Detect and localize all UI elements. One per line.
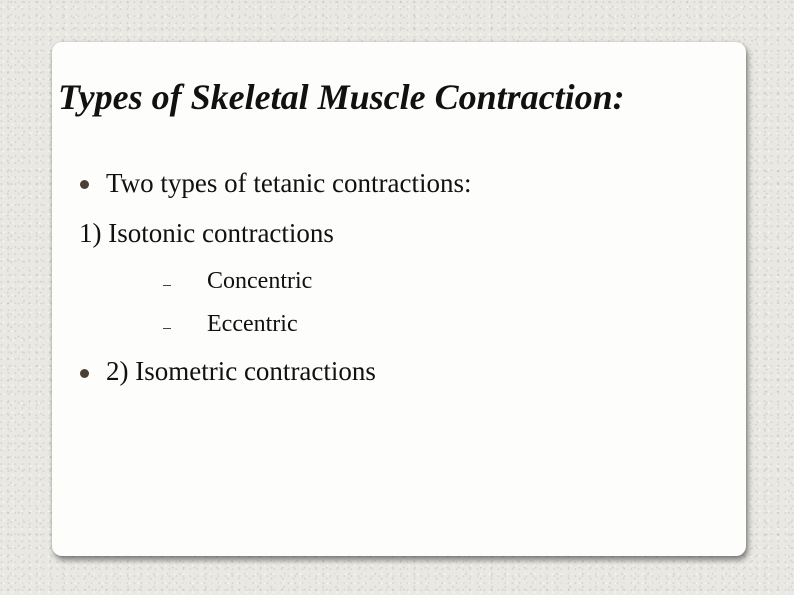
list-item: Two types of tetanic contractions: (106, 168, 472, 198)
dash-bullet-icon (163, 328, 171, 329)
list-item: Concentric (207, 268, 313, 294)
list-item: 1) Isotonic contractions (79, 218, 334, 248)
slide-title: Types of Skeletal Muscle Contraction: (58, 77, 625, 117)
bullet-dot-icon (80, 369, 89, 378)
bullet-dot-icon (80, 180, 89, 189)
dash-bullet-icon (163, 285, 171, 286)
list-item: Eccentric (207, 311, 298, 337)
list-item: 2) Isometric contractions (106, 356, 376, 386)
